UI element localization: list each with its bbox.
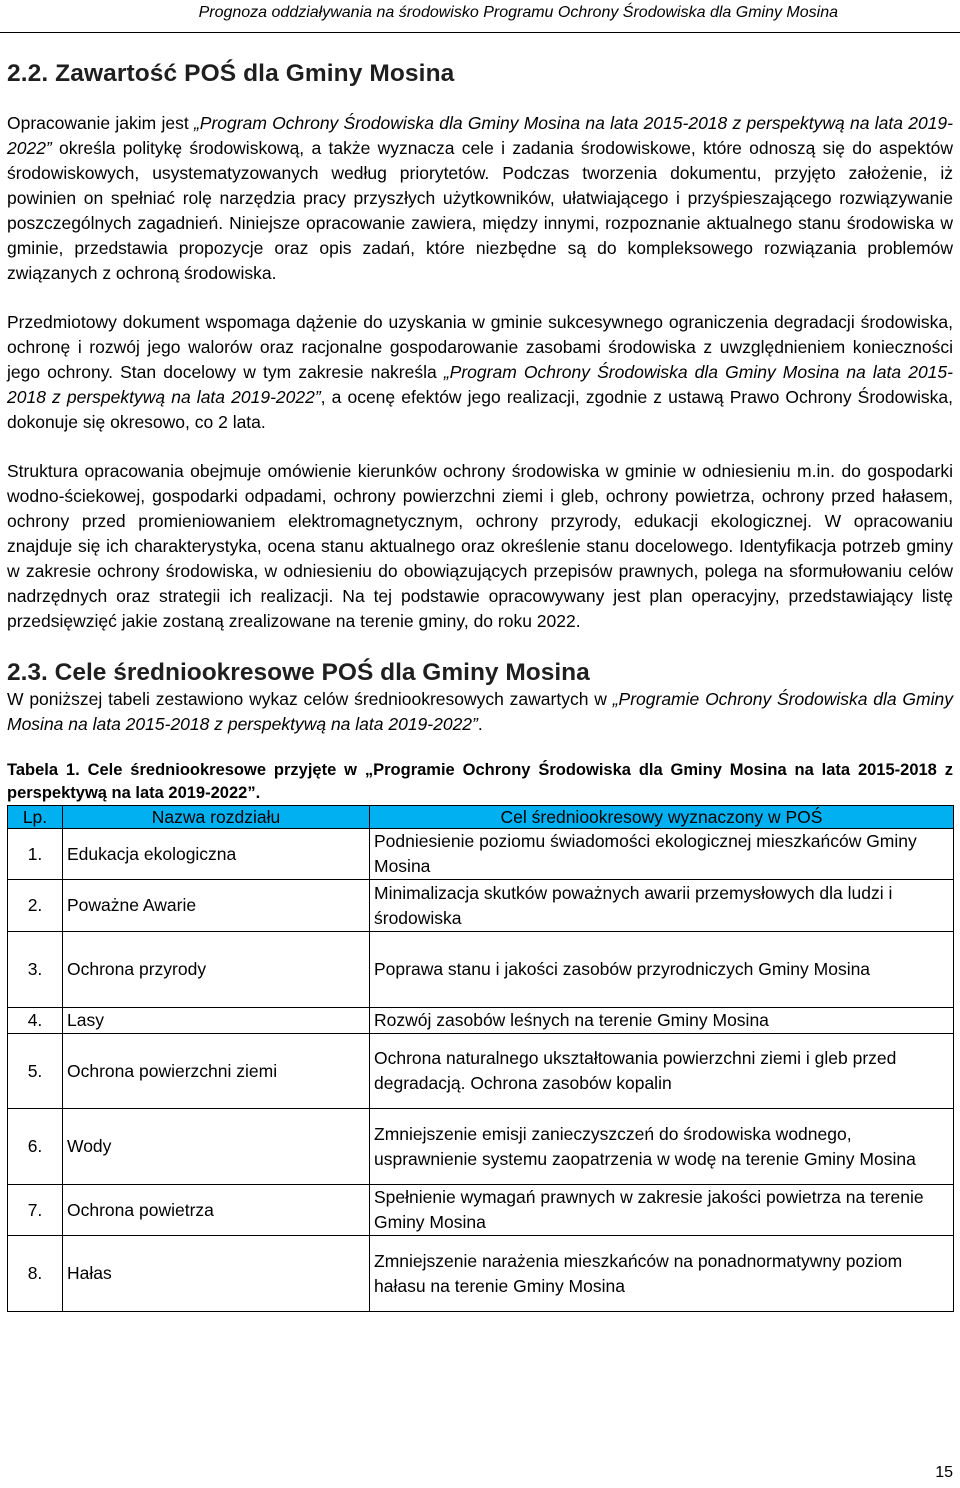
paragraph-1: Opracowanie jakim jest „Program Ochrony Środowiska dla Gminy Mosina na lata 2015-2018 z perspektywą na lata 2019-2022” określa politykę środowiskową, a także wyznacza cele i zadania środowiskowe, które odnoszą się do aspektów środowiskowych, usystematyzowanych według priorytetów. Podczas tworzenia dokumentu, przyjęto założenie, iż powinien on spełniać rolę narzędzia pracy przyszłych użytkowników, ułatwiającego i przyśpieszającego rozwiązywanie poszczególnych zagadnień. Niniejsze opracowanie zawiera, między innymi, rozpoznanie aktualnego stanu środowiska w gminie, przedstawia propozycje oraz opis zadań, które niezbędne są do kompleksowego rozwiązania problemów związanych z ochroną środowiska.	[7, 113, 953, 283]
cell-goal: Ochrona naturalnego ukształtowania powierzchni ziemi i gleb przed degradacją. Ochrona zasobów kopalin	[370, 1034, 954, 1109]
header-divider	[0, 32, 960, 33]
cell-goal: Minimalizacja skutków poważnych awarii przemysłowych dla ludzi i środowiska	[370, 880, 954, 932]
cell-lp: 7.	[8, 1185, 63, 1236]
paragraph-3: Struktura opracowania obejmuje omówienie kierunków ochrony środowiska w gminie w odniesieniu m.in. do gospodarki wodno-ściekowej, gospodarki odpadami, ochrony powierzchni ziemi i gleb, ochrony powietrza, ochrony przed hałasem, ochrony przed promieniowaniem elektromagnetycznym, ochrony przyrody, edukacji ekologicznej. W opracowaniu znajduje się ich charakterystyka, ocena stanu aktualnego oraz określenie stanu docelowego. Identyfikacja potrzeb gminy w zakresie ochrony środowiska, w odniesieniu do obowiązujących przepisów prawnych, polega na sformułowaniu celów nadrzędnych oraz strategii ich realizacji. Na tej podstawie opracowywany jest plan operacyjny, przedstawiający listę przedsięwzięć jakie zostaną zrealizowane na terenie gminy, do roku 2022.	[7, 461, 953, 631]
cell-goal: Spełnienie wymagań prawnych w zakresie jakości powietrza na terenie Gminy Mosina	[370, 1185, 954, 1236]
cell-goal: Podniesienie poziomu świadomości ekologicznej mieszkańców Gminy Mosina	[370, 829, 954, 880]
cell-goal: Rozwój zasobów leśnych na terenie Gminy Mosina	[370, 1008, 954, 1034]
cell-lp: 8.	[8, 1236, 63, 1312]
table-header-row	[8, 806, 954, 829]
table-row	[8, 1236, 954, 1312]
cell-lp: 5.	[8, 1034, 63, 1109]
section-heading-2-3: 2.3. Cele średniookresowe POŚ dla Gminy Mosina	[7, 659, 590, 686]
cell-goal: Zmniejszenie emisji zanieczyszczeń do środowiska wodnego, usprawnienie systemu zaopatrzenia w wodę na terenie Gminy Mosina	[370, 1109, 954, 1185]
cell-lp: 1.	[8, 829, 63, 880]
page-content	[7, 60, 953, 1312]
paragraph-2: Przedmiotowy dokument wspomaga dążenie do uzyskania w gminie sukcesywnego ograniczenia degradacji środowiska, ochronę i rozwój jego walorów oraz racjonalne gospodarowanie zasobami środowiska z uwzględnieniem konieczności jego ochrony. Stan docelowy w tym zakresie nakreśla „Program Ochrony Środowiska dla Gminy Mosina na lata 2015-2018 z perspektywą na lata 2019-2022”, a ocenę efektów jego realizacji, zgodnie z ustawą Prawo Ochrony Środowiska, dokonuje się okresowo, co 2 lata.	[7, 312, 953, 432]
cell-chapter: Ochrona powietrza	[63, 1185, 370, 1236]
cell-chapter: Ochrona powierzchni ziemi	[63, 1034, 370, 1109]
cell-chapter: Lasy	[63, 1008, 370, 1034]
table-row	[8, 1185, 954, 1236]
table-row	[8, 1034, 954, 1109]
cell-goal: Poprawa stanu i jakości zasobów przyrodniczych Gminy Mosina	[370, 932, 954, 1008]
paragraph-4: W poniższej tabeli zestawiono wykaz celów średniookresowych zawartych w „Programie Ochrony Środowiska dla Gminy Mosina na lata 2015-2018 z perspektywą na lata 2019-2022”.	[7, 689, 953, 734]
page-number: 15	[935, 1464, 953, 1481]
column-header-chapter: Nazwa rozdziału	[63, 806, 370, 829]
table-row	[8, 829, 954, 880]
table-row	[8, 932, 954, 1008]
cell-lp: 3.	[8, 932, 63, 1008]
table-caption: Tabela 1. Cele średniookresowe przyjęte w „Programie Ochrony Środowiska dla Gminy Mosina na lata 2015-2018 z perspektywą na lata 2019-2022”.	[7, 761, 953, 802]
cell-goal: Zmniejszenie narażenia mieszkańców na ponadnormatywny poziom hałasu na terenie Gminy Mosina	[370, 1236, 954, 1312]
column-header-lp: Lp.	[8, 806, 63, 829]
goals-table	[7, 805, 954, 1312]
cell-chapter: Ochrona przyrody	[63, 932, 370, 1008]
table-row	[8, 880, 954, 932]
cell-chapter: Hałas	[63, 1236, 370, 1312]
cell-lp: 2.	[8, 880, 63, 932]
cell-chapter: Wody	[63, 1109, 370, 1185]
table-row	[8, 1008, 954, 1034]
cell-chapter: Edukacja ekologiczna	[63, 829, 370, 880]
cell-lp: 4.	[8, 1008, 63, 1034]
column-header-goal: Cel średniookresowy wyznaczony w POŚ	[370, 806, 954, 829]
section-heading-2-2: 2.2. Zawartość POŚ dla Gminy Mosina	[7, 60, 455, 87]
table-row	[8, 1109, 954, 1185]
cell-lp: 6.	[8, 1109, 63, 1185]
cell-chapter: Poważne Awarie	[63, 880, 370, 932]
running-header: Prognoza oddziaływania na środowisko Programu Ochrony Środowiska dla Gminy Mosina	[198, 4, 838, 21]
